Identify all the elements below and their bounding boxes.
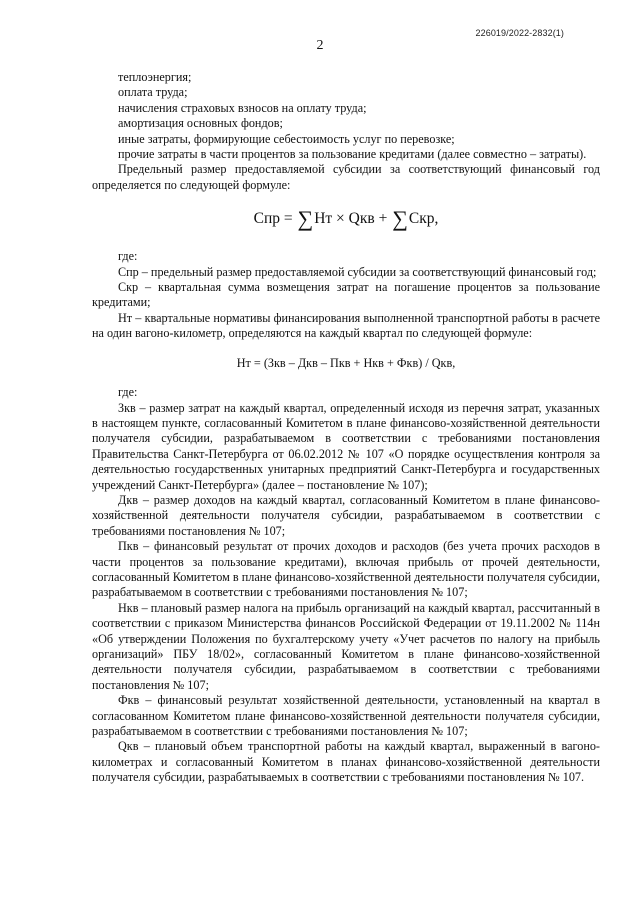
where-label: где:: [118, 249, 138, 264]
list-item: оплата труда;: [118, 85, 188, 100]
definition-paragraph: Спр – предельный размер предоставляемой субсидии за соответствующий финансовый год;: [118, 264, 597, 279]
list-item: иные затраты, формирующие себестоимость услуг по перевозке;: [118, 131, 455, 146]
definition-paragraph: Скр – квартальная сумма возмещения затрат на погашение процентов за пользование кредитами;: [92, 280, 600, 310]
definition-paragraph: Пкв – финансовый результат от прочих доходов и расходов (без учета прочих расходов в части процентов за пользование кредитами), включая прибыль от прочей деятельности, согласованный Комитетом в плане финансово-хозяйственной деятельности получателя субсидии, разрабатываемом в соответствии с требованиями постановления № 107;: [92, 539, 600, 600]
definition-paragraph: Нт – квартальные нормативы финансирования выполненной транспортной работы в расчете на один вагоно-километр, определяются на каждый квартал по следующей формуле:: [92, 310, 600, 341]
sum-sign: ∑: [392, 206, 408, 232]
sum-sign: ∑: [297, 206, 314, 232]
list-item: амортизация основных фондов;: [118, 116, 283, 131]
formula-term: Скр,: [408, 210, 439, 228]
document-body: [92, 70, 600, 786]
norm-formula: Нт = (Зкв – Дкв – Пкв + Нкв + Фкв) / Qкв,: [236, 355, 456, 370]
definition-paragraph: Qкв – плановый объем транспортной работы на каждый квартал, выраженный в вагоно-километрах и согласованный Комитетом в планах финансово-хозяйственной деятельности получателя субсидии, разрабатываемых в соответствии с требованиями постановления № 107.: [92, 739, 600, 785]
definition-paragraph: Нкв – плановый размер налога на прибыль организаций на каждый квартал, рассчитанный в соответствии с приказом Министерства финансов Российской Федерации от 19.11.2002 № 114н «Об утверждении Положения по бухгалтерскому учету «Учет расчетов по налогу на прибыль организаций» ПБУ 18/02», согласованный Комитетом в плане финансово-хозяйственной деятельности получателя субсидии, разрабатываемом в соответствии с требованиями постановления № 107;: [92, 600, 600, 692]
formula-lhs: Спр =: [253, 210, 293, 228]
list-item: прочие затраты в части процентов за пользование кредитами (далее совместно – затраты).: [118, 147, 587, 162]
where-label: где:: [118, 385, 138, 400]
list-item: начисления страховых взносов на оплату труда;: [118, 100, 367, 115]
definition-paragraph: Дкв – размер доходов на каждый квартал, согласованный Комитетом в плане финансово-хозяйственной деятельности получателя субсидии, разрабатываемом в соответствии с требованиями постановления № 107;: [92, 492, 600, 538]
subsidy-formula: [92, 206, 600, 232]
intro-paragraph: Предельный размер предоставляемой субсидии за соответствующий финансовый год определяется по следующей формуле:: [92, 162, 600, 192]
formula-term: Нт × Qкв +: [314, 210, 388, 228]
document-id: 226019/2022-2832(1): [475, 28, 564, 38]
definition-paragraph: Зкв – размер затрат на каждый квартал, определенный исходя из перечня затрат, указанных в настоящем пункте, согласованный Комитетом в плане финансово-хозяйственной деятельности получателя субсидии, разрабатываемом в соответствии с требованиями постановления Правительства Санкт-Петербурга от 06.02.2012 № 107 «О порядке осуществления контроля за деятельностью государственных унитарных предприятий Санкт-Петербурга и государственных учреждений Санкт-Петербурга» (далее – постановление № 107);: [92, 400, 600, 492]
definition-paragraph: Фкв – финансовый результат хозяйственной деятельности, установленный на квартал в согласованном Комитетом плане финансово-хозяйственной деятельности получателя субсидии, разрабатываемом в соответствии с требованиями постановления № 107;: [92, 693, 600, 739]
list-item: теплоэнергия;: [118, 70, 192, 84]
page-number: 2: [316, 38, 324, 53]
